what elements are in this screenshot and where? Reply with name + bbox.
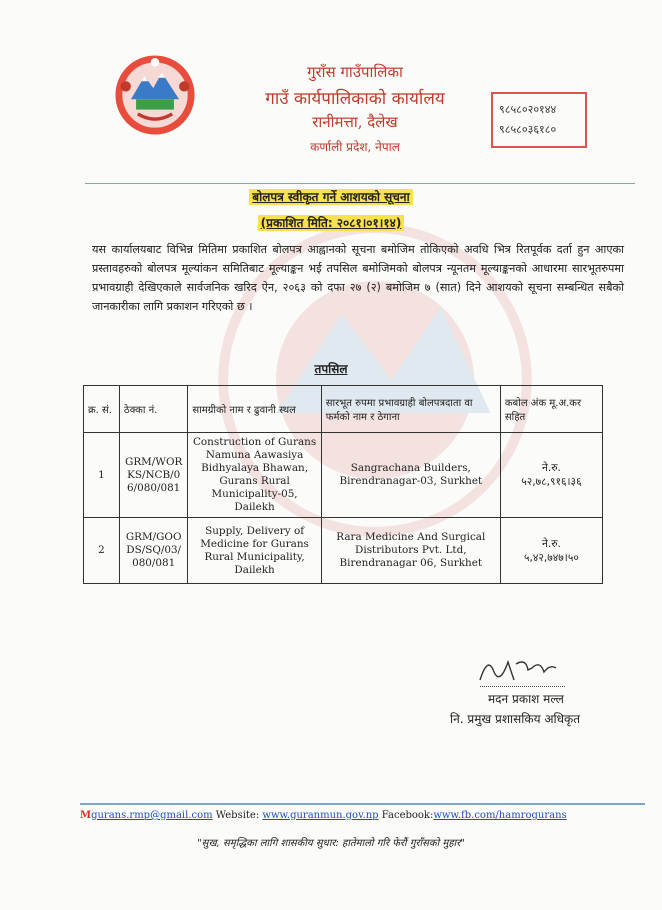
province-name: कर्णाली प्रदेश, नेपाल (310, 140, 400, 154)
phone-number-2: ९८५८०३६१८० (499, 123, 557, 136)
row-bidder: Sangrachana Builders, Birendranagar-03, Surkhet (321, 433, 500, 518)
published-date (0, 214, 662, 231)
col-sn: क्र. सं. (84, 386, 120, 433)
signatory-designation: नि. प्रमुख प्रशासकिय अधिकृत (450, 712, 581, 726)
row-item: Construction of Gurans Namuna Aawasiya Bidhyalaya Bhawan, Gurans Rural Municipality-05, Dailekh (188, 433, 321, 518)
notice-body: यस कार्यालयबाट विभिन्न मितिमा प्रकाशित बोलपत्र आह्वानको सूचना बमोजिम तोकिएको अवधि भित्र रितपूर्वक दर्ता हुन आएका प्रस्तावहरुको बोलपत्र मूल्यांकन समितिबाट मूल्याङ्कन भई तपसिल बमोजिमको बोलपत्र न्यूनतम मूल्याङ्कनको आधारमा सारभूतरुपमा प्रभावग्राही देखिएकाले सार्वजनिक खरिद ऐन, २०६३ को दफा २७ (२) बमोजिम ७ (सात) दिने आशयको सूचना सम्बन्धित सबैको जानकारीका लागि प्रकाशन गरिएको छ । (92, 243, 624, 313)
footer-divider (80, 803, 645, 805)
notice-title (0, 188, 662, 205)
row-amount-value: ५,४२,७४७।५० (524, 551, 579, 564)
header-divider (85, 183, 635, 184)
table-row (84, 433, 603, 518)
municipality-name: गुराँस गाउँपालिका (307, 63, 403, 81)
row-contract: GRM/WORKS/NCB/06/080/081 (119, 433, 187, 518)
signature-line (480, 686, 565, 687)
website-label: Website: (215, 810, 260, 821)
signatory-name: मदन प्रकाश मल्ल (488, 692, 564, 706)
row-sn: 2 (84, 518, 120, 584)
phone-number-1: ९८५८०२०१४४ (499, 103, 557, 116)
row-item: Supply, Delivery of Medicine for Gurans Rural Municipality, Dailekh (188, 518, 321, 584)
email-link[interactable]: gurans.rmp@gmail.com (91, 810, 213, 821)
col-amount: कबोल अंक मू.अ.कर सहित (500, 386, 602, 433)
row-bidder: Rara Medicine And Surgical Distributors Pvt. Ltd, Birendranagar 06, Surkhet (321, 518, 500, 584)
office-location: रानीमत्ता, दैलेख (312, 113, 398, 131)
signature-mark (470, 650, 560, 690)
phone-box (491, 92, 587, 148)
nepal-emblem-icon (112, 52, 198, 138)
row-contract: GRM/GOODS/SQ/03/080/081 (119, 518, 187, 584)
office-name: गाउँ कार्यपालिकाको कार्यालय (265, 89, 445, 109)
notice-title-text: बोलपत्र स्वीकृत गर्ने आशयको सूचना (249, 189, 412, 205)
table-title: तपसिल (314, 362, 348, 376)
slogan: "सुख, समृद्धिका लागि शासकीय सुधार: हातेमालो गरि फेरौं गुराँसको मुहार" (197, 838, 465, 849)
website-link[interactable]: www.guranmun.gov.np (262, 810, 379, 821)
col-item: सामग्रीको नाम र ढुवानी स्थल (188, 386, 321, 433)
facebook-link[interactable]: www.fb.com/hamrogurans (433, 810, 567, 821)
col-contract: ठेक्का नं. (119, 386, 187, 433)
table-row (84, 518, 603, 584)
row-sn: 1 (84, 433, 120, 518)
facebook-label: Facebook: (381, 810, 434, 821)
row-amount (500, 433, 602, 518)
published-date-text: (प्रकाशित मिति: २०८१।०१।१४) (258, 215, 405, 231)
row-currency: ने.रु. (541, 537, 561, 550)
row-amount-value: ५२,७८,९१६।३६ (521, 476, 582, 488)
col-bidder: सारभूत रुपमा प्रभावग्राही बोलपत्रदाता वा फर्मको नाम र ठेगाना (321, 386, 500, 433)
row-amount (500, 518, 602, 584)
footer-contacts (80, 810, 567, 821)
award-table (83, 385, 603, 584)
gmail-icon: M (80, 810, 92, 821)
row-currency: ने.रु. (541, 462, 561, 474)
table-header-row (84, 386, 603, 433)
